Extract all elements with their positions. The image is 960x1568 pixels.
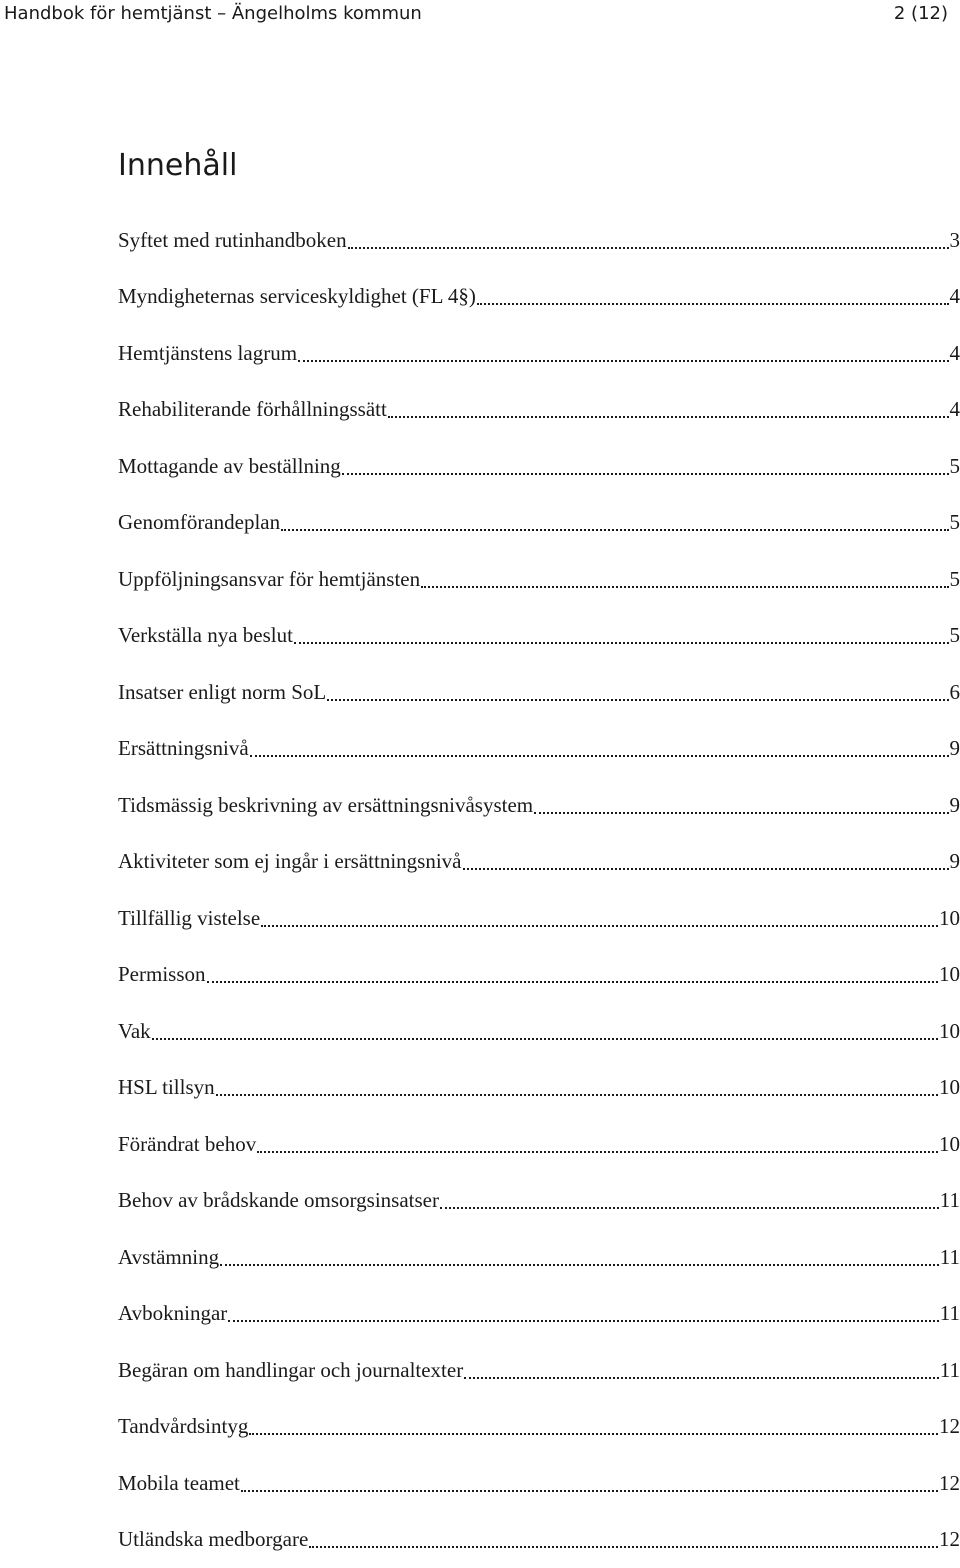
toc-entry-page: 3	[950, 228, 960, 253]
page-number: 2 (12)	[894, 3, 948, 24]
toc-entry-page: 11	[940, 1188, 960, 1213]
toc-entry-label: Tidsmässig beskrivning av ersättningsnivåsystem	[118, 793, 533, 818]
document-title: Handbok för hemtjänst – Ängelholms kommun	[4, 3, 422, 24]
toc-entry[interactable]	[118, 947, 960, 1004]
toc-entry-label: Insatser enligt norm SoL	[118, 680, 326, 705]
toc-entry[interactable]	[118, 1003, 960, 1060]
toc-entry[interactable]	[118, 1116, 960, 1173]
dot-leader	[421, 565, 948, 588]
toc-entry-page: 10	[939, 1075, 960, 1100]
toc-entry-label: Mobila teamet	[118, 1471, 240, 1496]
dot-leader	[281, 508, 948, 531]
toc-entry-page: 4	[950, 284, 960, 309]
toc-entry-label: Rehabiliterande förhållningssätt	[118, 397, 387, 422]
toc-entry[interactable]	[118, 721, 960, 778]
toc-entry-page: 5	[950, 567, 960, 592]
toc-entry-label: Aktiviteter som ej ingår i ersättningsnivå	[118, 849, 462, 874]
dot-leader	[261, 904, 938, 927]
toc-entry-page: 5	[950, 454, 960, 479]
dot-leader	[342, 452, 949, 475]
toc-entry[interactable]	[118, 664, 960, 721]
toc-entry-page: 4	[950, 397, 960, 422]
toc-entry[interactable]	[118, 382, 960, 439]
dot-leader	[388, 395, 949, 418]
dot-leader	[257, 1130, 938, 1153]
toc-entry-label: Verkställa nya beslut	[118, 623, 293, 648]
toc-entry-label: Syftet med rutinhandboken	[118, 228, 347, 253]
table-of-contents	[118, 212, 960, 1568]
dot-leader	[216, 1073, 938, 1096]
toc-entry-label: Ersättningsnivå	[118, 736, 249, 761]
toc-entry-page: 6	[950, 680, 960, 705]
toc-entry-page: 10	[939, 1132, 960, 1157]
toc-entry[interactable]	[118, 1173, 960, 1230]
toc-entry-page: 10	[939, 906, 960, 931]
dot-leader	[249, 1412, 938, 1435]
toc-entry-page: 11	[940, 1358, 960, 1383]
toc-entry-label: Behov av brådskande omsorgsinsatser	[118, 1188, 439, 1213]
toc-entry-label: Myndigheternas serviceskyldighet (FL 4§)	[118, 284, 476, 309]
toc-entry[interactable]	[118, 1286, 960, 1343]
toc-entry-label: Avbokningar	[118, 1301, 227, 1326]
toc-entry-label: Hemtjänstens lagrum	[118, 341, 297, 366]
toc-entry-label: Tandvårdsintyg	[118, 1414, 248, 1439]
dot-leader	[309, 1525, 938, 1548]
dot-leader	[440, 1186, 939, 1209]
toc-entry[interactable]	[118, 269, 960, 326]
dot-leader	[250, 734, 949, 757]
toc-entry-page: 5	[950, 510, 960, 535]
toc-entry[interactable]	[118, 325, 960, 382]
toc-entry-page: 11	[940, 1245, 960, 1270]
toc-entry[interactable]	[118, 1060, 960, 1117]
toc-entry[interactable]	[118, 495, 960, 552]
toc-entry-page: 10	[939, 1019, 960, 1044]
toc-entry[interactable]	[118, 1399, 960, 1456]
toc-entry-label: Tillfällig vistelse	[118, 906, 260, 931]
toc-entry-page: 11	[940, 1301, 960, 1326]
toc-entry-label: Utländska medborgare	[118, 1527, 308, 1552]
toc-entry[interactable]	[118, 608, 960, 665]
dot-leader	[294, 621, 949, 644]
toc-entry-label: Uppföljningsansvar för hemtjänsten	[118, 567, 420, 592]
dot-leader	[534, 791, 948, 814]
dot-leader	[220, 1243, 939, 1266]
toc-entry-page: 12	[939, 1527, 960, 1552]
toc-entry[interactable]	[118, 1229, 960, 1286]
dot-leader	[228, 1299, 939, 1322]
dot-leader	[327, 678, 948, 701]
dot-leader	[477, 282, 949, 305]
toc-entry[interactable]	[118, 1342, 960, 1399]
dot-leader	[348, 226, 949, 249]
page-header	[0, 0, 960, 30]
dot-leader	[464, 1356, 939, 1379]
toc-entry-page: 12	[939, 1471, 960, 1496]
toc-entry-label: Vak	[118, 1019, 151, 1044]
dot-leader	[152, 1017, 938, 1040]
dot-leader	[298, 339, 948, 362]
toc-entry[interactable]	[118, 834, 960, 891]
toc-entry[interactable]	[118, 777, 960, 834]
toc-entry-label: Förändrat behov	[118, 1132, 256, 1157]
toc-heading: Innehåll	[118, 146, 237, 186]
toc-entry-page: 12	[939, 1414, 960, 1439]
toc-entry-label: Permisson	[118, 962, 206, 987]
dot-leader	[207, 960, 938, 983]
toc-entry[interactable]	[118, 212, 960, 269]
toc-entry[interactable]	[118, 438, 960, 495]
dot-leader	[241, 1469, 938, 1492]
toc-entry[interactable]	[118, 1455, 960, 1512]
toc-entry-label: Avstämning	[118, 1245, 219, 1270]
toc-entry-page: 9	[950, 793, 960, 818]
toc-entry-page: 9	[950, 849, 960, 874]
dot-leader	[463, 847, 949, 870]
toc-entry[interactable]	[118, 1512, 960, 1568]
toc-entry-page: 5	[950, 623, 960, 648]
toc-entry-page: 9	[950, 736, 960, 761]
toc-entry-page: 4	[950, 341, 960, 366]
toc-entry-page: 10	[939, 962, 960, 987]
toc-entry-label: Genomförandeplan	[118, 510, 280, 535]
toc-entry[interactable]	[118, 551, 960, 608]
toc-entry-label: HSL tillsyn	[118, 1075, 215, 1100]
toc-entry[interactable]	[118, 890, 960, 947]
toc-entry-label: Mottagande av beställning	[118, 454, 341, 479]
toc-entry-label: Begäran om handlingar och journaltexter	[118, 1358, 463, 1383]
